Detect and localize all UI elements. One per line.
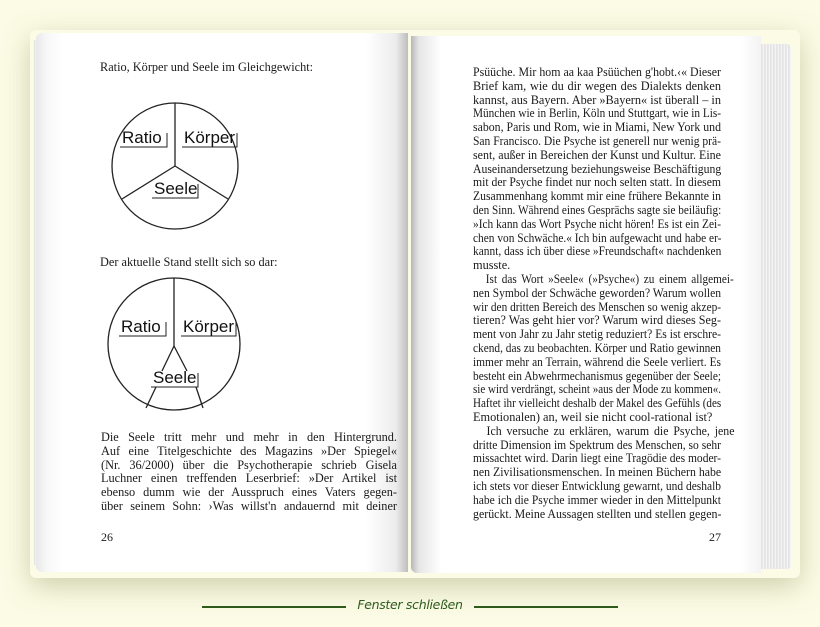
text-line: San Francisco. Die Psyche ist generell nur wenig prä- [473,133,722,148]
page-number-left: 26 [101,530,113,544]
text-line: besteht ein Abwehrmechanismus gegenüber der Seele; [473,368,722,383]
text-line: sabon, Paris und Rom, wie in Miami, New York und [473,120,721,135]
text-line: chen von Schwäche.« Ich bin aufgewacht und habe er- [473,230,722,245]
text-line: Luchner einen treffenden Leserbrief: »Der Artikel ist [101,471,397,486]
text-line: Ist das Wort »Seele« (»Psyche«) zu einem allgemei- [485,271,734,286]
text-line: Haftet ihr vielleicht deshalb der Makel des Gefühls (des [473,396,722,411]
text-line: kannst, aus Bayern. Aber »Bayern« ist überall – in [473,92,721,107]
diagram-balance [100,75,260,235]
text-line: sie wird verdrängt, scheint »aus der Mode zu kommen«. [473,382,721,397]
text-line: mit der Psyche findet nur noch selten statt. In diesem [473,175,722,190]
page-edges-right [759,44,791,569]
text-line: ckend, das zu beobachten. Körper und Ratio gewinnen [473,340,721,355]
text-line: missachtet wird. Darin liegt eine Tragödie des moder- [473,451,721,466]
text-line: kannt, dass ich über diese »Freundschaft« nachdenken [473,244,722,259]
divider-right [474,606,618,608]
text-line: ich stets vor dieser Entwicklung gewarnt, und deshalb [473,478,721,493]
caption-current: Der aktuelle Stand stellt sich so dar: [100,255,278,269]
label-koerper: Körper [184,128,236,147]
text-line: Ich versuche zu erklären, warum die Psyche, jene [486,423,735,438]
label-ratio: Ratio [121,317,161,336]
text-line: Auseinandersetzung beziehungsweise Beschäftigung [473,161,722,176]
text-line: München wie in Berlin, Köln und Stuttgart, wie in Lis- [473,106,721,121]
text-line: (Nr. 36/2000) über die Psychotherapie schrieb Gisela [101,457,397,472]
text-line: über seinem Sohn: ›Was willst'n andauernd mit deiner [101,498,397,513]
divider-left [202,606,346,608]
text-line: ment von Jahr zu Jahr stetig reduziert? Es ist erschre- [473,327,722,342]
text-line: Auf eine Titelgeschichte des Magazins »Der Spiegel« [101,443,397,458]
caption-balance: Ratio, Körper und Seele im Gleichgewicht: [100,60,314,74]
text-line: Die Seele tritt mehr und mehr in den Hintergrund. [101,430,397,444]
text-line: nen Symbol der Schwäche geworden? Warum wollen [473,285,722,300]
diagram-current [100,270,260,420]
text-line: Emotionalen) an, weil sie nicht cool-rational ist? [473,409,713,424]
left-body-text [101,431,397,514]
text-line: »Ich kann das Wort Psyche nicht hören! Es ist ein Zei- [473,216,722,231]
text-line: gerückt. Meine Aussagen stellten und stellen gegen- [473,506,722,521]
text-line: ebenso dumm wie der Ausspruch eines Vaters gegen- [101,485,397,500]
text-line: sent, außer in Bereichen der Kunst und Kultur. Eine [473,147,721,162]
text-line: habe ich die Psyche immer wieder in den Mittelpunkt [473,492,722,507]
text-line: dritte Dimension im Spektrum des Menschen, so sehr [473,437,722,452]
text-line: wir den dritten Bereich des Menschen so wenig akzep- [473,299,721,314]
text-line: tieren? Was geht hier vor? Warum wird dieses Seg- [473,313,721,328]
close-window-link[interactable]: Fenster schließen [357,597,463,612]
text-line: Psüüche. Mir hom aa kaa Psüüchen g'hobt.‹« Dieser [473,65,722,79]
right-body-text [473,65,735,521]
text-line: nen Zivilisationsmenschen. In meinen Büchern habe [473,465,722,480]
page-number-right: 27 [709,530,721,544]
label-koerper: Körper [183,317,235,336]
label-seele: Seele [153,368,197,387]
text-line: immer mehr an Terrain, während die Seele verliert. Es [473,354,721,369]
text-line: Brief kam, wie du dir wegen des Dialekts denken [473,78,721,93]
text-line: musste. [473,258,511,273]
text-line: den Sinn. Während eines Gesprächs sagte sie beiläufig: [473,202,722,217]
text-line: Zusammenhang kommt mir eine frühere Bekannte in [473,189,722,204]
label-ratio: Ratio [122,128,162,147]
label-seele: Seele [154,179,198,198]
